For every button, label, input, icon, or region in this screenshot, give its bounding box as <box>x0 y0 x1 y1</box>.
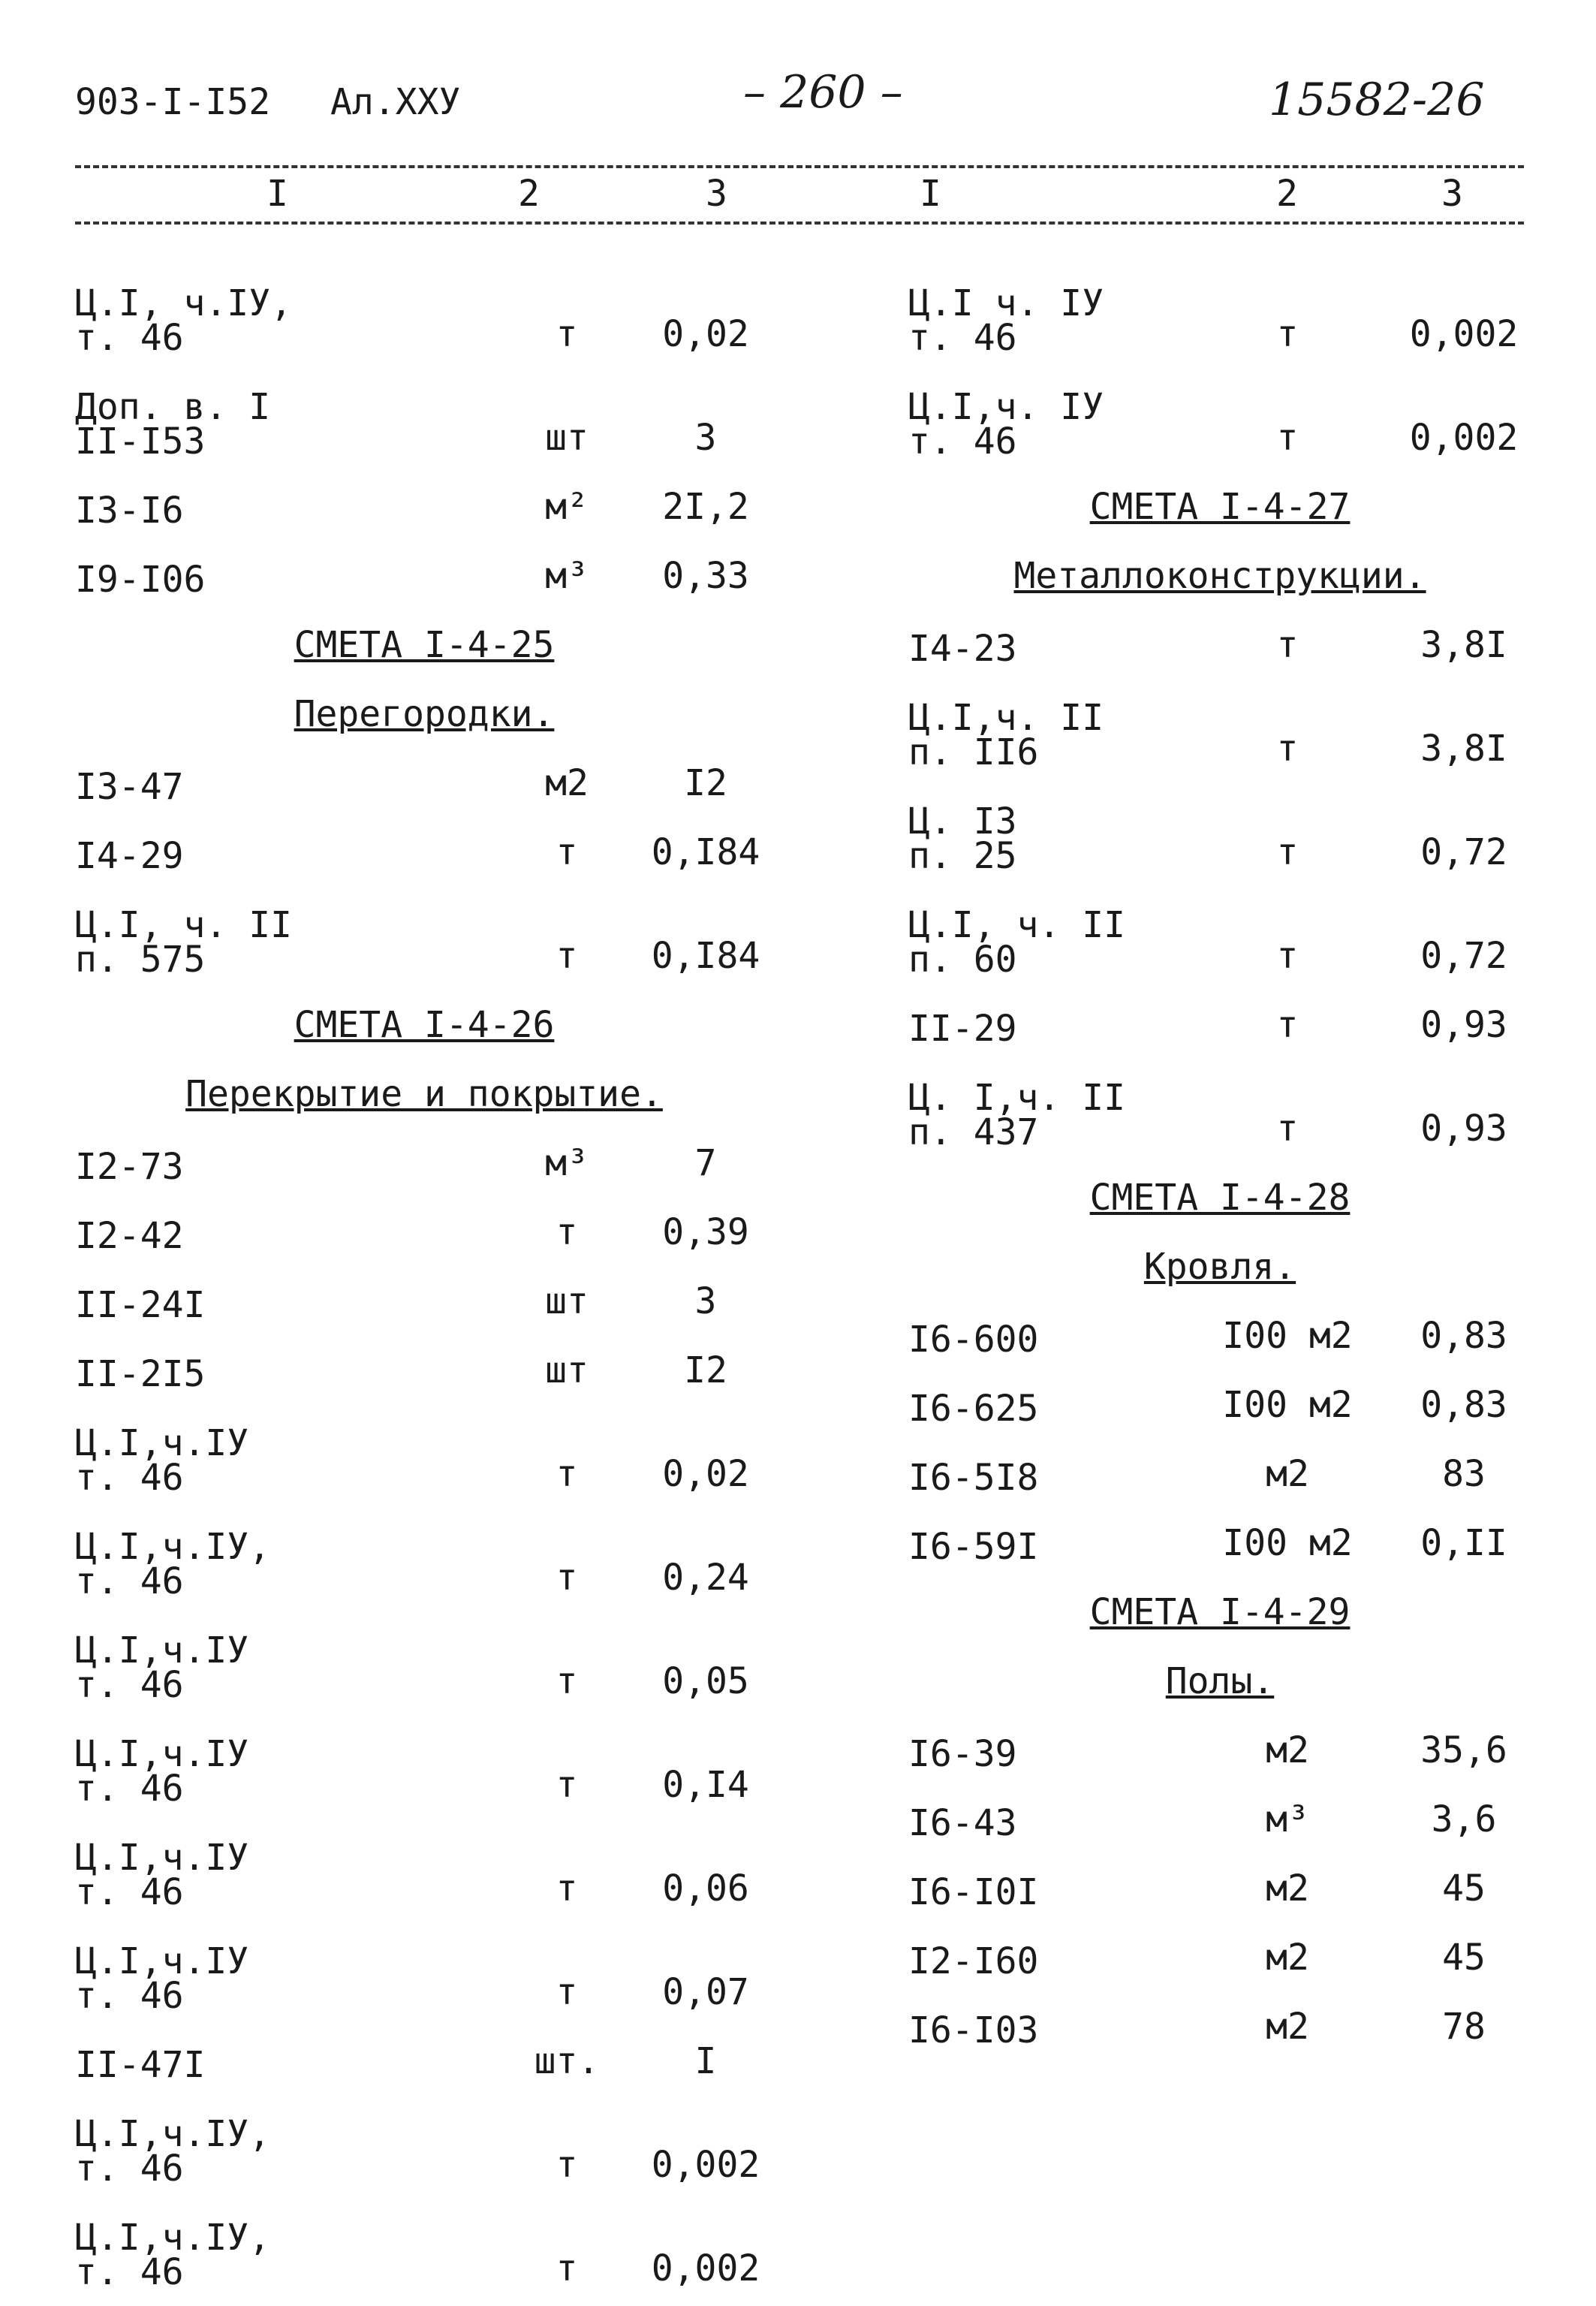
quantity-cell: 2I,2 <box>662 486 749 528</box>
header-top-rule <box>75 165 1524 168</box>
quantity-cell: I2 <box>684 1349 727 1391</box>
section-heading-text: СМЕТА I-4-29 <box>1089 1591 1351 1633</box>
quantity-cell: 0,I4 <box>662 1764 749 1806</box>
quantity-cell: 0,002 <box>1409 313 1519 355</box>
table-row <box>75 1806 773 1913</box>
table-row <box>75 459 773 532</box>
unit-cell: т <box>556 1660 578 1702</box>
section-heading-text: Перегородки. <box>294 693 555 735</box>
unit-cell: I00 м2 <box>1222 1522 1353 1564</box>
quantity-cell: I <box>694 2040 717 2082</box>
unit-cell: м² <box>545 486 589 528</box>
quantity-cell: 0,72 <box>1420 935 1507 977</box>
quantity-cell: 0,83 <box>1420 1384 1507 1426</box>
unit-cell: т <box>1276 1108 1299 1150</box>
unit-cell: т <box>556 2247 578 2289</box>
quantity-cell: 45 <box>1442 1937 1486 1979</box>
unit-cell: т <box>556 1557 578 1599</box>
item-code-cell: Ц. I,ч. II п. 437 <box>908 1077 1125 1153</box>
quantity-cell: 0,33 <box>662 555 749 597</box>
section-heading-text: СМЕТА I-4-28 <box>1089 1177 1351 1219</box>
page-number: – 260 – <box>743 66 903 119</box>
right-column <box>908 252 1531 2051</box>
quantity-cell: 0,I84 <box>651 935 760 977</box>
section-heading <box>908 1219 1531 1288</box>
quantity-cell: 0,39 <box>662 1211 749 1253</box>
item-code-cell: Ц.I,ч.IУ, т. 46 <box>75 1526 271 1602</box>
item-code-cell: Ц.I, ч. II п. 575 <box>75 904 292 981</box>
item-code-cell: I6-600 <box>908 1319 1039 1361</box>
quantity-cell: 0,II <box>1420 1522 1507 1564</box>
quantity-cell: 0,002 <box>651 2247 760 2289</box>
table-row <box>75 2013 773 2086</box>
unit-cell: т <box>556 1764 578 1806</box>
unit-cell: м2 <box>1266 1867 1309 1910</box>
unit-cell: т <box>556 2144 578 2186</box>
table-row <box>908 770 1531 877</box>
table-row <box>908 355 1531 463</box>
section-heading <box>75 666 773 735</box>
unit-cell: т <box>556 831 578 873</box>
table-row <box>908 873 1531 981</box>
item-code-cell: Ц.I,ч.IУ т. 46 <box>75 1837 249 1913</box>
item-code-cell: Ц.I, ч. II п. 60 <box>908 904 1125 981</box>
quantity-cell: 0,93 <box>1420 1004 1507 1046</box>
item-code-cell: Ц.I,ч.IУ, т. 46 <box>75 2217 271 2293</box>
column-header-2: 2 <box>518 173 540 215</box>
table-row <box>75 873 773 981</box>
item-code-cell: I3-I6 <box>75 490 184 532</box>
quantity-cell: 45 <box>1442 1867 1486 1910</box>
quantity-cell: 0,24 <box>662 1557 749 1599</box>
table-row <box>75 804 773 877</box>
item-code-cell: I9-I06 <box>75 559 206 601</box>
quantity-cell: 78 <box>1442 2006 1486 2048</box>
unit-cell: м³ <box>545 555 589 597</box>
table-row <box>908 1288 1531 1361</box>
unit-cell: т <box>1276 935 1299 977</box>
table-row <box>908 1495 1531 1568</box>
table-row <box>908 977 1531 1050</box>
item-code-cell: Ц.I ч. IУ т. 46 <box>908 282 1104 359</box>
quantity-cell: 7 <box>694 1142 717 1184</box>
header-bottom-rule <box>75 222 1524 225</box>
item-code-cell: I3-47 <box>75 766 184 808</box>
item-code-cell: I2-42 <box>75 1215 184 1257</box>
table-row <box>75 1702 773 1810</box>
album-number: Ал.ХХУ <box>330 81 461 123</box>
unit-cell: шт. <box>534 2040 600 2082</box>
item-code-cell: II-2I5 <box>75 1353 206 1395</box>
table-row <box>75 528 773 601</box>
quantity-cell: 0,93 <box>1420 1108 1507 1150</box>
item-code-cell: I2-73 <box>75 1146 184 1188</box>
left-column <box>75 252 773 2293</box>
unit-cell: т <box>556 1867 578 1910</box>
item-code-cell: I4-23 <box>908 628 1017 670</box>
unit-cell: м2 <box>1266 1729 1309 1771</box>
item-code-cell: Ц.I,ч.IУ т. 46 <box>75 1733 249 1810</box>
quantity-cell: 3,6 <box>1431 1798 1497 1840</box>
section-heading <box>75 597 773 666</box>
unit-cell: т <box>1276 831 1299 873</box>
unit-cell: м³ <box>1266 1798 1309 1840</box>
table-row <box>75 1253 773 1326</box>
section-heading <box>908 1150 1531 1219</box>
table-row <box>75 355 773 463</box>
table-row <box>908 1840 1531 1913</box>
item-code-cell: Ц.I,ч.IУ т. 46 <box>75 1940 249 2017</box>
unit-cell: м2 <box>1266 2006 1309 2048</box>
item-code-cell: I6-5I8 <box>908 1457 1039 1499</box>
item-code-cell: Ц.I,ч.IУ, т. 46 <box>75 2113 271 2190</box>
section-heading-text: Кровля. <box>1143 1246 1296 1288</box>
section-heading <box>908 528 1531 597</box>
item-code-cell: I2-I60 <box>908 1940 1039 1982</box>
section-heading-text: Перекрытие и покрытие. <box>185 1073 663 1115</box>
column-header-6: 3 <box>1441 173 1463 215</box>
quantity-cell: 35,6 <box>1420 1729 1507 1771</box>
quantity-cell: 0,I84 <box>651 831 760 873</box>
section-heading <box>908 1633 1531 1702</box>
unit-cell: I00 м2 <box>1222 1315 1353 1357</box>
table-row <box>75 1599 773 1706</box>
item-code-cell: Ц.I,ч. II п. II6 <box>908 697 1104 773</box>
unit-cell: т <box>556 1971 578 2013</box>
item-code-cell: Ц. I3 п. 25 <box>908 800 1017 877</box>
table-row <box>908 252 1531 359</box>
table-row <box>75 2082 773 2190</box>
unit-cell: шт <box>545 1280 589 1322</box>
unit-cell: м2 <box>1266 1937 1309 1979</box>
unit-cell: шт <box>545 417 589 459</box>
quantity-cell: 0,02 <box>662 313 749 355</box>
table-row <box>75 1322 773 1395</box>
unit-cell: т <box>1276 313 1299 355</box>
item-code-cell: I6-I0I <box>908 1871 1039 1913</box>
quantity-cell: 3,8I <box>1420 728 1507 770</box>
quantity-cell: 0,72 <box>1420 831 1507 873</box>
table-row <box>908 666 1531 773</box>
quantity-cell: 3 <box>694 417 717 459</box>
quantity-cell: 83 <box>1442 1453 1486 1495</box>
section-heading <box>908 459 1531 528</box>
table-row <box>908 1426 1531 1499</box>
doc-code: 903-I-I52 <box>75 81 271 123</box>
quantity-cell: I2 <box>684 762 727 804</box>
column-header-5: 2 <box>1276 173 1298 215</box>
section-heading <box>75 977 773 1046</box>
unit-cell: шт <box>545 1349 589 1391</box>
table-row <box>908 597 1531 670</box>
item-code-cell: Доп. в. I II-I53 <box>75 386 271 463</box>
table-row <box>75 1184 773 1257</box>
unit-cell: т <box>556 935 578 977</box>
item-code-cell: II-24I <box>75 1284 206 1326</box>
unit-cell: м³ <box>545 1142 589 1184</box>
quantity-cell: 0,002 <box>651 2144 760 2186</box>
column-header-4: I <box>920 173 941 215</box>
table-row <box>75 1115 773 1188</box>
table-row <box>908 1979 1531 2051</box>
unit-cell: м2 <box>1266 1453 1309 1495</box>
item-code-cell: Ц.I,ч.IУ т. 46 <box>75 1422 249 1499</box>
item-code-cell: Ц.I,ч. IУ т. 46 <box>908 386 1104 463</box>
table-row <box>75 1495 773 1602</box>
section-heading-text: СМЕТА I-4-25 <box>294 624 555 666</box>
table-row <box>908 1357 1531 1430</box>
item-code-cell: I4-29 <box>75 835 184 877</box>
table-row <box>75 735 773 808</box>
unit-cell: I00 м2 <box>1222 1384 1353 1426</box>
section-heading-text: Металлоконструкции. <box>1013 555 1426 597</box>
table-row <box>908 1910 1531 1982</box>
unit-cell: т <box>556 1453 578 1495</box>
unit-cell: т <box>556 1211 578 1253</box>
quantity-cell: 0,83 <box>1420 1315 1507 1357</box>
item-code-cell: Ц.I,ч.IУ т. 46 <box>75 1629 249 1706</box>
quantity-cell: 3 <box>694 1280 717 1322</box>
unit-cell: т <box>1276 1004 1299 1046</box>
item-code-cell: I6-59I <box>908 1526 1039 1568</box>
quantity-cell: 0,06 <box>662 1867 749 1910</box>
document-number: 15582-26 <box>1269 74 1485 126</box>
table-row <box>908 1702 1531 1775</box>
unit-cell: м2 <box>545 762 589 804</box>
item-code-cell: I6-I03 <box>908 2009 1039 2051</box>
section-heading-text: Полы. <box>1165 1660 1275 1702</box>
section-heading-text: СМЕТА I-4-27 <box>1089 486 1351 528</box>
table-row <box>75 1910 773 2017</box>
item-code-cell: I6-39 <box>908 1733 1017 1775</box>
item-code-cell: I6-43 <box>908 1802 1017 1844</box>
item-code-cell: II-47I <box>75 2044 206 2086</box>
item-code-cell: II-29 <box>908 1008 1017 1050</box>
table-row <box>75 1391 773 1499</box>
unit-cell: т <box>1276 728 1299 770</box>
quantity-cell: 0,05 <box>662 1660 749 1702</box>
item-code-cell: Ц.I, ч.IУ, т. 46 <box>75 282 292 359</box>
item-code-cell: I6-625 <box>908 1388 1039 1430</box>
table-row <box>75 2186 773 2293</box>
unit-cell: т <box>1276 624 1299 666</box>
table-row <box>908 1771 1531 1844</box>
unit-cell: т <box>1276 417 1299 459</box>
table-row <box>75 252 773 359</box>
section-heading <box>75 1046 773 1115</box>
column-header-1: I <box>267 173 288 215</box>
quantity-cell: 0,02 <box>662 1453 749 1495</box>
quantity-cell: 0,07 <box>662 1971 749 2013</box>
section-heading <box>908 1564 1531 1633</box>
column-header-3: 3 <box>706 173 727 215</box>
section-heading-text: СМЕТА I-4-26 <box>294 1004 555 1046</box>
unit-cell: т <box>556 313 578 355</box>
quantity-cell: 3,8I <box>1420 624 1507 666</box>
quantity-cell: 0,002 <box>1409 417 1519 459</box>
table-row <box>908 1046 1531 1153</box>
